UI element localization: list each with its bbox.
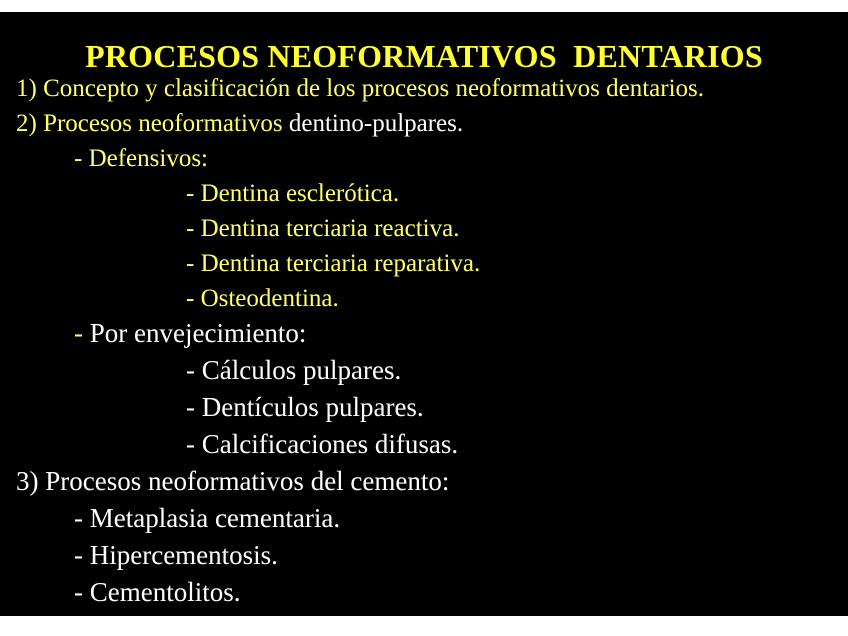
envejecimiento-entry: - Dentículos pulpares. [186,392,424,422]
item-1-concepto: 1) Concepto y clasificación de los procesos neoformativos dentarios. [16,75,705,102]
item-2-lead: 2) Procesos neoformativos [16,110,283,137]
slide [0,12,848,616]
cemento-entry: - Metaplasia cementaria. [74,503,341,533]
defensivos-entry: - Dentina terciaria reparativa. [186,250,481,277]
defensivos-entry: - Dentina esclerótica. [186,180,400,207]
cemento-entry: - Cementolitos. [74,577,241,607]
envejecimiento-dash: - [74,318,83,348]
envejecimiento-heading [74,318,306,348]
item-2-rest: dentino-pulpares. [282,110,464,137]
envejecimiento-entry: - Cálculos pulpares. [186,355,402,385]
cemento-entry: - Hipercementosis. [74,540,278,570]
envejecimiento-entry: - Calcificaciones difusas. [186,429,459,459]
defensivos-entry: - Osteodentina. [186,285,339,312]
envejecimiento-label: Por envejecimiento: [83,318,307,348]
item-3-cemento: 3) Procesos neoformativos del cemento: [16,466,450,496]
defensivos-heading: - Defensivos: [74,145,208,172]
defensivos-entry: - Dentina terciaria reactiva. [186,215,460,242]
slide-title: PROCESOS NEOFORMATIVOS DENTARIOS [85,38,763,74]
item-2-dentino-pulpares [16,109,463,139]
